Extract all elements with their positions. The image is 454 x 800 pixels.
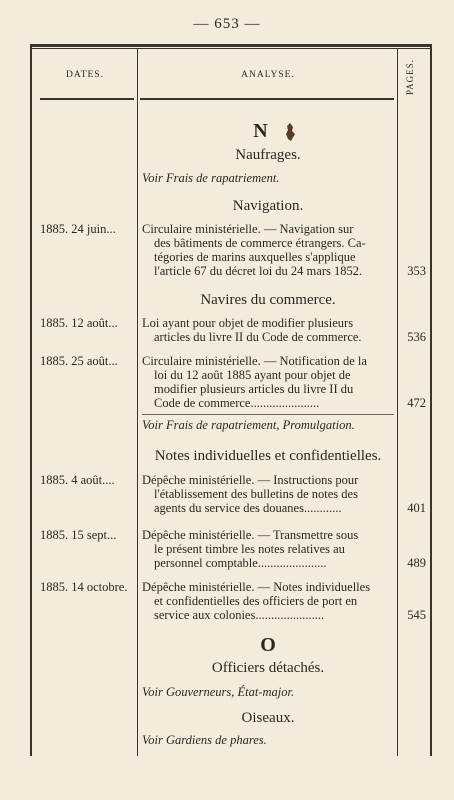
header-dates: DATES. bbox=[66, 70, 104, 80]
header-rule-analyse bbox=[140, 98, 394, 100]
entry-text: Circulaire ministérielle. — Notification de la loi du 12 août 1885 ayant pour objet de modifier plusieurs articles du livre II du Code de commerce...................... bbox=[142, 354, 367, 410]
see-also-navires: Voir Frais de rapatriement, Promulgation. bbox=[142, 418, 355, 432]
entry-date: 1885. 12 août... bbox=[40, 316, 118, 330]
see-also-naufrages: Voir Frais de rapatriement. bbox=[142, 171, 280, 185]
column-divider-pages bbox=[397, 48, 398, 756]
entry-date: 1885. 15 sept... bbox=[40, 528, 117, 542]
section-letter-n: N bbox=[253, 120, 268, 142]
header-analyse: ANALYSE. bbox=[241, 70, 295, 80]
entry-text: Dépêche ministérielle. — Notes individuelles et confidentielles des officiers de port en service aux colonies...................... bbox=[142, 580, 371, 622]
section-letter-o: O bbox=[260, 634, 276, 656]
entry-page: 536 bbox=[407, 330, 426, 344]
heading-oiseaux: Oiseaux. bbox=[241, 710, 295, 726]
heading-notes: Notes individuelles et confidentielles. bbox=[154, 448, 382, 464]
entry-date: 1885. 14 octobre. bbox=[40, 580, 128, 594]
entry-page: 489 bbox=[407, 556, 426, 570]
page-number: — 653 — bbox=[193, 16, 261, 32]
entry-text: Loi ayant pour objet de modifier plusieurs articles du livre II du Code de commerce. bbox=[142, 316, 362, 344]
heading-navires: Navires du commerce. bbox=[200, 292, 336, 308]
entry-page: 401 bbox=[407, 501, 426, 515]
entry-page: 353 bbox=[407, 264, 426, 278]
entry-date: 1885. 24 juin... bbox=[40, 222, 116, 236]
see-also-oiseaux: Voir Gardiens de phares. bbox=[142, 733, 267, 747]
entry-date: 1885. 4 août.... bbox=[40, 473, 115, 487]
top-rule bbox=[30, 44, 432, 47]
header-rule-dates bbox=[40, 98, 134, 100]
header-pages: PAGES. bbox=[405, 59, 415, 95]
entry-text: Dépêche ministérielle. — Transmettre sous le présent timbre les notes relatives au personnel comptable...................... bbox=[142, 528, 359, 570]
heading-officiers: Officiers détachés. bbox=[211, 660, 325, 676]
ink-blot-icon bbox=[285, 123, 295, 141]
see-also-officiers: Voir Gouverneurs, État-major. bbox=[142, 685, 295, 699]
entry-page: 472 bbox=[407, 396, 426, 410]
entry-date: 1885. 25 août... bbox=[40, 354, 118, 368]
heading-navigation: Navigation. bbox=[232, 198, 304, 214]
entry-text: Dépêche ministérielle. — Instructions pour l'établissement des bulletins de notes des agents du service des douanes............ bbox=[142, 473, 359, 515]
heading-naufrages: Naufrages. bbox=[235, 147, 301, 163]
top-rule-thin bbox=[30, 48, 432, 49]
column-divider-dates bbox=[137, 48, 138, 756]
separator bbox=[142, 414, 394, 415]
entry-page: 545 bbox=[407, 608, 426, 622]
entry-text: Circulaire ministérielle. — Navigation sur des bâtiments de commerce étrangers. Ca- tégories de marins auxquelles s'applique l'article 67 du décret loi du 24 mars 1852. bbox=[142, 222, 366, 278]
